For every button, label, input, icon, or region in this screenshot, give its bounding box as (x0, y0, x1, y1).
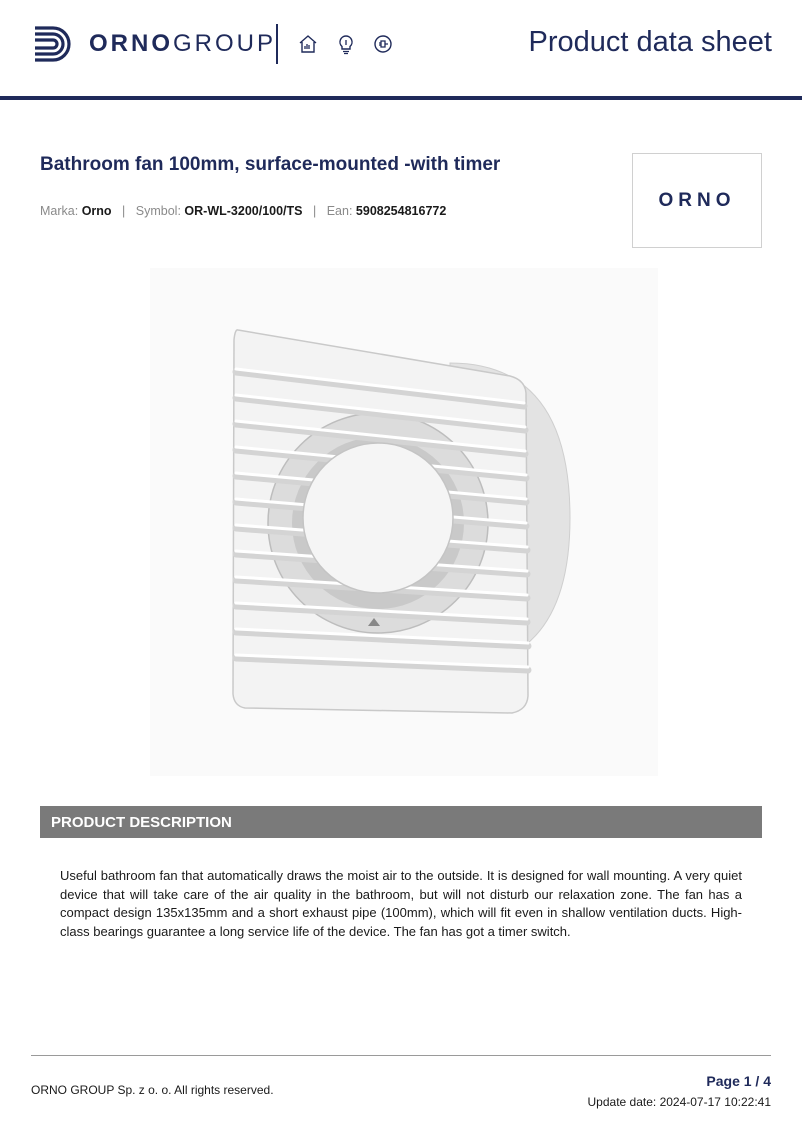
symbol-value: OR-WL-3200/100/TS (184, 204, 303, 218)
copyright-notice: ORNO GROUP Sp. z o. o. All rights reserved. (31, 1083, 274, 1097)
company-logo-text (89, 30, 276, 58)
meta-separator: | (312, 204, 317, 218)
header-rule (0, 96, 802, 100)
brand-value: Orno (81, 204, 112, 218)
plug-icon (372, 33, 394, 55)
brand-logo: ORNO (658, 190, 736, 211)
lightbulb-icon (335, 33, 357, 55)
meta-separator: | (122, 204, 126, 218)
footer-rule (31, 1055, 771, 1056)
page-header (0, 0, 802, 100)
ean-value: 5908254816772 (355, 204, 447, 218)
product-title: Bathroom fan 100mm, surface-mounted -with timer (40, 154, 501, 175)
orno-logo-icon (33, 24, 75, 64)
smart-home-icon (297, 33, 319, 55)
section-header-bar (40, 806, 762, 838)
page-number: Page 1 / 4 (706, 1073, 771, 1089)
product-meta (40, 204, 446, 218)
header-divider (276, 24, 278, 64)
brand-logo-box (632, 153, 762, 248)
update-date: Update date: 2024-07-17 10:22:41 (587, 1095, 771, 1109)
symbol-label: Symbol: (135, 204, 181, 218)
logo-text-light: GROUP (173, 30, 277, 57)
product-description-text: Useful bathroom fan that automatically draws the moist air to the outside. It is designed for wall mounting. A very quiet device that will take care of the air quality in the bathroom, but will not disturb our relaxation zone. The fan has a compact design 135x135mm and a short exhaust pipe (100mm), which will fit even in shallow ventilation ducts. High-class bearings guarantee a long service life of the device. The fan has got a timer switch. (60, 868, 742, 939)
product-image (150, 268, 658, 776)
document-type-title: Product data sheet (528, 26, 772, 58)
brand-label: Marka: (40, 204, 79, 218)
section-title: PRODUCT DESCRIPTION (51, 814, 232, 831)
ean-label: Ean: (326, 204, 353, 218)
logo-text-bold: ORNO (89, 30, 173, 57)
